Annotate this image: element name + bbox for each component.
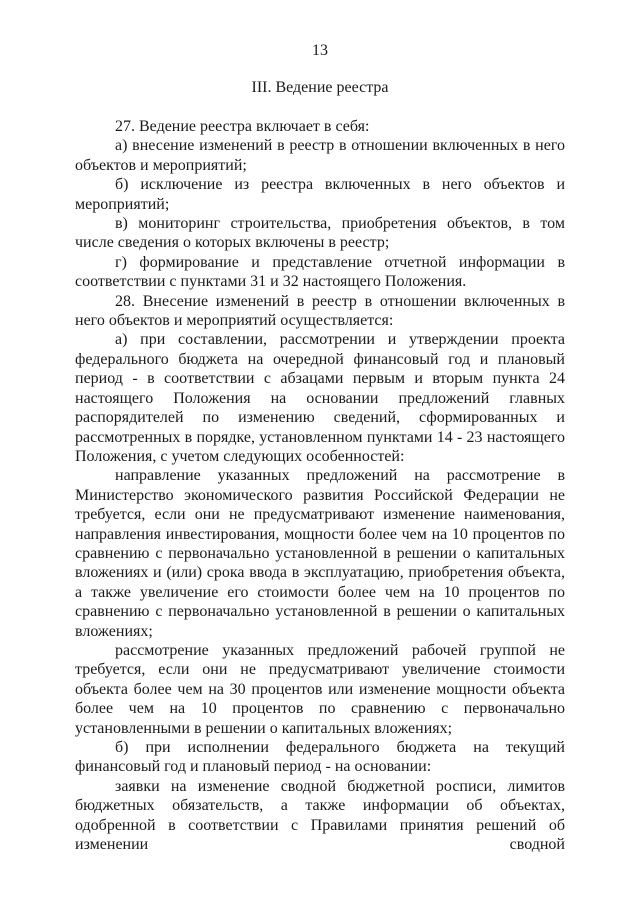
paragraph: в) мониторинг строительства, приобретения объектов, в том числе сведения о которых включены в реестр; [75,215,565,252]
paragraph: г) формирование и представление отчетной информации в соответствии с пунктами 31 и 32 настоящего Положения. [75,253,565,291]
paragraph: 27. Ведение реестра включает в себя: [115,118,370,135]
section-title: III. Ведение реестра [251,79,389,96]
paragraph: 28. Внесение изменений в реестр в отношении включенных в него объектов и мероприятий осуществляется: [75,292,565,330]
paragraph: рассмотрение указанных предложений рабочей группой не требуется, если они не предусматривают увеличение стоимости объекта более чем на 30 процентов или изменение мощности объекта более чем на 10 процентов по сравнению с первоначально установленными в решении о капитальных вложениях; [75,641,565,737]
paragraph: а) при составлении, рассмотрении и утверждении проекта федерального бюджета на очередной финансовый год и плановый период - в соответствии с абзацами первым и вторым пункта 24 настоящего Положения на основании предложений главных распорядителей по изменению сведений, сформированных и рассмотренных в порядке, установленном пунктами 14 - 23 настоящего Положения, с учетом следующих особенностей: [75,331,565,465]
document-body [75,117,565,854]
paragraph: б) при исполнении федерального бюджета на текущий финансовый год и плановый период - на основании: [75,739,565,776]
paragraph: а) внесение изменений в реестр в отношении включенных в него объектов и мероприятий; [75,137,565,174]
paragraph: заявки на изменение сводной бюджетной росписи, лимитов бюджетных обязательств, а также информации об объектах, одобренной в соответствии с Правилами принятия решений об изменении сводной [75,777,565,854]
paragraph: направление указанных предложений на рассмотрение в Министерство экономического развития Российской Федерации не требуется, если они не предусматривают изменение наименования, направления инвестирования, мощности более чем на 10 процентов по сравнению с первоначально установленной в решении о капитальных вложениях и (или) срока ввода в эксплуатацию, приобретения объекта, а также увеличение его стоимости более чем на 10 процентов по сравнению с первоначально установленной в решении о капитальных вложениях; [75,467,565,640]
page-number: 13 [312,42,328,59]
paragraph: б) исключение из реестра включенных в него объектов и мероприятий; [75,176,565,213]
